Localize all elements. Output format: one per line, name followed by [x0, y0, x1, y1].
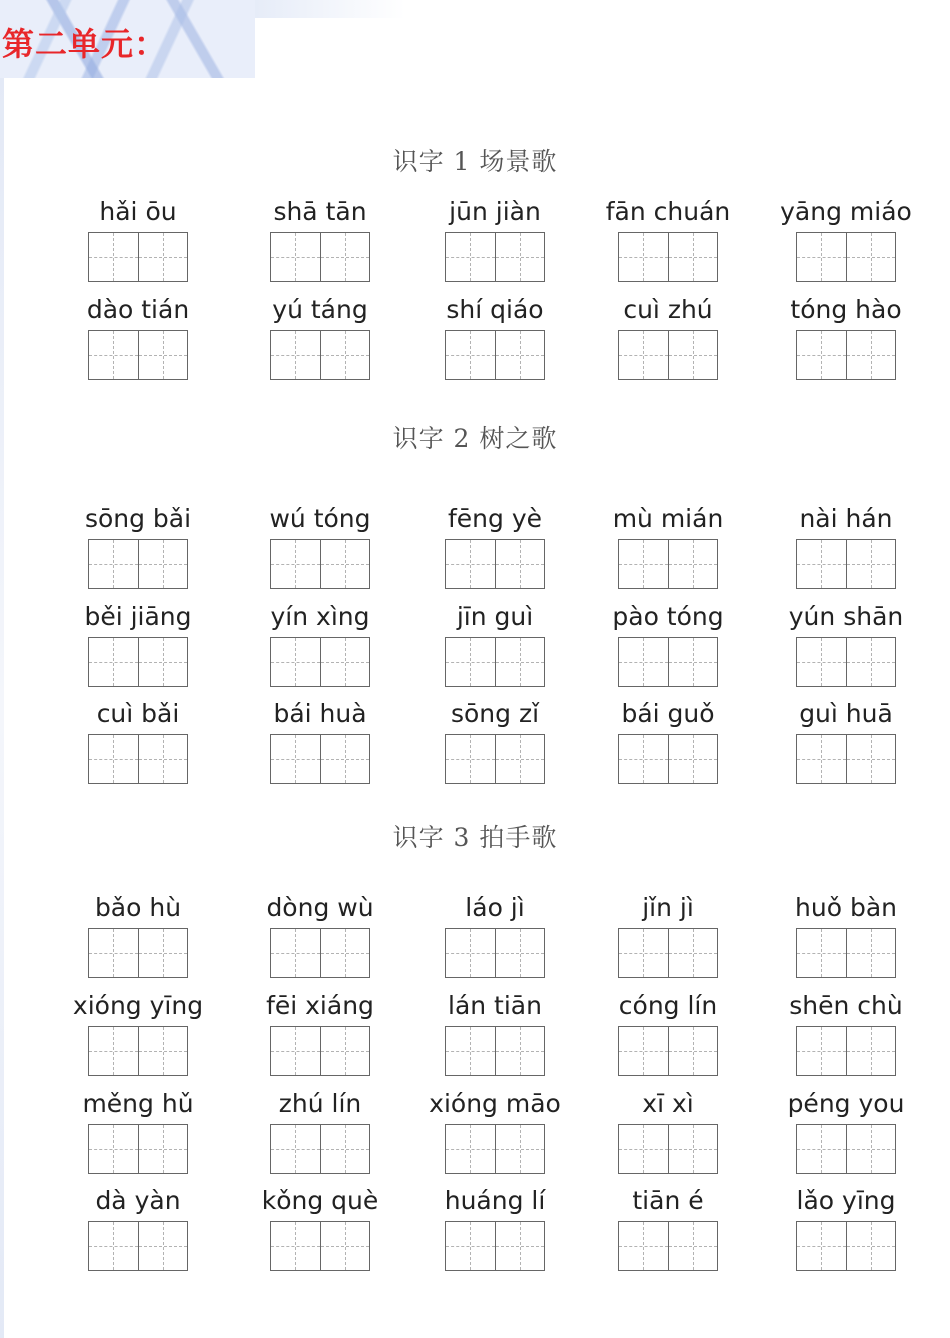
tianzige-writing-grid[interactable]	[88, 1221, 188, 1271]
tianzige-cell[interactable]	[797, 1222, 846, 1270]
tianzige-writing-grid[interactable]	[796, 1026, 896, 1076]
pinyin-label: nài hán	[799, 504, 893, 533]
tianzige-writing-grid[interactable]	[618, 1221, 718, 1271]
tianzige-cell[interactable]	[668, 735, 718, 783]
tianzige-cell[interactable]	[495, 331, 545, 379]
tianzige-cell[interactable]	[619, 1027, 668, 1075]
tianzige-cell[interactable]	[446, 638, 495, 686]
tianzige-writing-grid[interactable]	[445, 232, 545, 282]
tianzige-cell[interactable]	[89, 929, 138, 977]
word-item	[578, 893, 758, 978]
tianzige-writing-grid[interactable]	[88, 232, 188, 282]
tianzige-cell[interactable]	[138, 233, 188, 281]
tianzige-writing-grid[interactable]	[796, 734, 896, 784]
tianzige-cell[interactable]	[797, 331, 846, 379]
tianzige-cell[interactable]	[797, 1027, 846, 1075]
pinyin-label: fēi xiáng	[266, 991, 374, 1020]
pinyin-label: xióng yīng	[72, 991, 204, 1020]
pinyin-label: xī xì	[642, 1089, 694, 1118]
tianzige-cell[interactable]	[446, 331, 495, 379]
tianzige-writing-grid[interactable]	[270, 734, 370, 784]
tianzige-cell[interactable]	[668, 331, 718, 379]
tianzige-cell[interactable]	[846, 735, 896, 783]
tianzige-cell[interactable]	[271, 1222, 320, 1270]
word-item	[48, 504, 228, 589]
pinyin-label: sōng zǐ	[450, 699, 540, 728]
word-item	[48, 197, 228, 282]
pinyin-label: guì huā	[799, 699, 893, 728]
tianzige-cell[interactable]	[846, 638, 896, 686]
tianzige-cell[interactable]	[495, 638, 545, 686]
tianzige-writing-grid[interactable]	[796, 928, 896, 978]
tianzige-cell[interactable]	[89, 1222, 138, 1270]
tianzige-cell[interactable]	[846, 1027, 896, 1075]
tianzige-cell[interactable]	[446, 735, 495, 783]
tianzige-writing-grid[interactable]	[88, 330, 188, 380]
tianzige-cell[interactable]	[495, 735, 545, 783]
tianzige-cell[interactable]	[619, 929, 668, 977]
pinyin-label: shēn chù	[789, 991, 903, 1020]
tianzige-cell[interactable]	[320, 1125, 370, 1173]
pinyin-label: běi jiāng	[84, 602, 192, 631]
word-item	[578, 1089, 758, 1174]
pinyin-label: láo jì	[465, 893, 525, 922]
tianzige-writing-grid[interactable]	[618, 1124, 718, 1174]
tianzige-cell[interactable]	[495, 929, 545, 977]
tianzige-cell[interactable]	[668, 540, 718, 588]
tianzige-cell[interactable]	[138, 735, 188, 783]
word-item	[230, 893, 410, 978]
pinyin-label: dòng wù	[266, 893, 374, 922]
tianzige-writing-grid[interactable]	[618, 330, 718, 380]
tianzige-cell[interactable]	[446, 540, 495, 588]
tianzige-writing-grid[interactable]	[618, 539, 718, 589]
word-item	[230, 1089, 410, 1174]
pinyin-label: yāng miáo	[780, 197, 912, 226]
word-item	[230, 991, 410, 1076]
tianzige-cell[interactable]	[89, 1125, 138, 1173]
tianzige-cell[interactable]	[668, 1222, 718, 1270]
tianzige-cell[interactable]	[320, 735, 370, 783]
tianzige-cell[interactable]	[846, 929, 896, 977]
tianzige-cell[interactable]	[495, 1125, 545, 1173]
word-item	[48, 699, 228, 784]
word-item	[405, 699, 585, 784]
tianzige-writing-grid[interactable]	[445, 330, 545, 380]
tianzige-cell[interactable]	[271, 929, 320, 977]
tianzige-cell[interactable]	[320, 331, 370, 379]
tianzige-cell[interactable]	[668, 1027, 718, 1075]
tianzige-cell[interactable]	[668, 1125, 718, 1173]
word-item	[405, 893, 585, 978]
tianzige-cell[interactable]	[797, 929, 846, 977]
tianzige-cell[interactable]	[89, 1027, 138, 1075]
pinyin-label: jǐn jì	[642, 893, 694, 922]
tianzige-cell[interactable]	[619, 540, 668, 588]
tianzige-writing-grid[interactable]	[796, 232, 896, 282]
word-item	[230, 699, 410, 784]
tianzige-cell[interactable]	[446, 929, 495, 977]
pinyin-label: hǎi ōu	[99, 197, 177, 226]
pinyin-label: cuì zhú	[623, 295, 713, 324]
word-item	[756, 197, 936, 282]
pinyin-label: mù mián	[612, 504, 724, 533]
tianzige-cell[interactable]	[668, 929, 718, 977]
word-item	[405, 197, 585, 282]
word-item	[578, 602, 758, 687]
tianzige-writing-grid[interactable]	[445, 734, 545, 784]
tianzige-writing-grid[interactable]	[445, 1124, 545, 1174]
word-item	[578, 197, 758, 282]
tianzige-cell[interactable]	[89, 233, 138, 281]
word-item	[405, 295, 585, 380]
pinyin-label: tóng hào	[790, 295, 902, 324]
word-item	[48, 295, 228, 380]
tianzige-cell[interactable]	[89, 331, 138, 379]
pinyin-label: dà yàn	[95, 1186, 181, 1215]
pinyin-label: jīn guì	[456, 602, 534, 631]
pinyin-label: zhú lín	[278, 1089, 362, 1118]
pinyin-label: wú tóng	[269, 504, 371, 533]
tianzige-writing-grid[interactable]	[270, 330, 370, 380]
tianzige-writing-grid[interactable]	[618, 928, 718, 978]
word-item	[48, 1089, 228, 1174]
pinyin-label: cuì bǎi	[96, 699, 180, 728]
word-item	[405, 1089, 585, 1174]
tianzige-cell[interactable]	[138, 1027, 188, 1075]
tianzige-cell[interactable]	[138, 929, 188, 977]
tianzige-writing-grid[interactable]	[88, 1026, 188, 1076]
pinyin-label: cóng lín	[618, 991, 718, 1020]
tianzige-writing-grid[interactable]	[270, 637, 370, 687]
pinyin-label: tiān é	[632, 1186, 704, 1215]
tianzige-cell[interactable]	[138, 1222, 188, 1270]
word-item	[578, 504, 758, 589]
tianzige-cell[interactable]	[446, 1125, 495, 1173]
word-item	[756, 699, 936, 784]
pinyin-label: xióng māo	[429, 1089, 561, 1118]
tianzige-writing-grid[interactable]	[618, 637, 718, 687]
section-title: 识字 1 场景歌	[392, 147, 558, 176]
tianzige-writing-grid[interactable]	[618, 1026, 718, 1076]
word-item	[578, 699, 758, 784]
word-item	[48, 991, 228, 1076]
tianzige-cell[interactable]	[619, 233, 668, 281]
word-item	[756, 1186, 936, 1271]
pinyin-label: dào tián	[86, 295, 190, 324]
tianzige-cell[interactable]	[846, 1125, 896, 1173]
pinyin-label: huǒ bàn	[795, 893, 897, 922]
pinyin-label: shí qiáo	[446, 295, 544, 324]
tianzige-cell[interactable]	[619, 735, 668, 783]
word-item	[578, 1186, 758, 1271]
word-item	[756, 504, 936, 589]
tianzige-writing-grid[interactable]	[796, 539, 896, 589]
tianzige-cell[interactable]	[846, 233, 896, 281]
tianzige-writing-grid[interactable]	[796, 1124, 896, 1174]
tianzige-writing-grid[interactable]	[796, 330, 896, 380]
word-item	[230, 1186, 410, 1271]
tianzige-cell[interactable]	[846, 540, 896, 588]
pinyin-label: kǒng què	[261, 1186, 379, 1215]
tianzige-cell[interactable]	[846, 331, 896, 379]
pinyin-label: lǎo yīng	[796, 1186, 896, 1215]
tianzige-cell[interactable]	[495, 540, 545, 588]
section-title: 识字 3 拍手歌	[392, 823, 558, 852]
pinyin-label: fēng yè	[447, 504, 543, 533]
tianzige-cell[interactable]	[89, 735, 138, 783]
tianzige-cell[interactable]	[320, 233, 370, 281]
word-item	[756, 1089, 936, 1174]
tianzige-writing-grid[interactable]	[88, 637, 188, 687]
tianzige-cell[interactable]	[446, 1027, 495, 1075]
pinyin-label: pào tóng	[612, 602, 724, 631]
tianzige-writing-grid[interactable]	[88, 734, 188, 784]
tianzige-cell[interactable]	[271, 638, 320, 686]
pinyin-label: lán tiān	[448, 991, 542, 1020]
section-title: 识字 2 树之歌	[392, 424, 558, 453]
tianzige-cell[interactable]	[619, 638, 668, 686]
tianzige-writing-grid[interactable]	[445, 928, 545, 978]
tianzige-cell[interactable]	[619, 331, 668, 379]
word-item	[405, 1186, 585, 1271]
tianzige-writing-grid[interactable]	[796, 1221, 896, 1271]
unit-title: 第二单元：	[2, 25, 168, 63]
tianzige-cell[interactable]	[619, 1222, 668, 1270]
word-item	[756, 991, 936, 1076]
tianzige-cell[interactable]	[495, 233, 545, 281]
tianzige-cell[interactable]	[271, 1027, 320, 1075]
word-item	[405, 504, 585, 589]
tianzige-writing-grid[interactable]	[445, 539, 545, 589]
tianzige-writing-grid[interactable]	[270, 1026, 370, 1076]
pinyin-label: yín xìng	[270, 602, 370, 631]
pinyin-label: shā tān	[273, 197, 367, 226]
word-item	[230, 602, 410, 687]
pinyin-label: bái guǒ	[621, 699, 715, 728]
corner-decoration-top	[255, 0, 405, 18]
tianzige-cell[interactable]	[271, 1125, 320, 1173]
pinyin-label: yú táng	[272, 295, 368, 324]
tianzige-writing-grid[interactable]	[445, 1221, 545, 1271]
tianzige-cell[interactable]	[271, 233, 320, 281]
tianzige-cell[interactable]	[138, 1125, 188, 1173]
pinyin-label: yún shān	[788, 602, 904, 631]
word-item	[405, 991, 585, 1076]
word-item	[578, 991, 758, 1076]
word-item	[230, 295, 410, 380]
tianzige-cell[interactable]	[138, 331, 188, 379]
tianzige-writing-grid[interactable]	[796, 637, 896, 687]
word-item	[230, 197, 410, 282]
pinyin-label: bái huà	[273, 699, 367, 728]
pinyin-label: měng hǔ	[82, 1089, 194, 1118]
tianzige-cell[interactable]	[495, 1027, 545, 1075]
tianzige-writing-grid[interactable]	[445, 1026, 545, 1076]
tianzige-cell[interactable]	[320, 638, 370, 686]
pinyin-label: fān chuán	[605, 197, 731, 226]
tianzige-cell[interactable]	[797, 540, 846, 588]
tianzige-cell[interactable]	[846, 1222, 896, 1270]
pinyin-label: péng you	[787, 1089, 905, 1118]
word-item	[405, 602, 585, 687]
tianzige-writing-grid[interactable]	[88, 928, 188, 978]
tianzige-cell[interactable]	[271, 540, 320, 588]
left-edge-decoration	[0, 78, 4, 1338]
tianzige-writing-grid[interactable]	[445, 637, 545, 687]
tianzige-writing-grid[interactable]	[270, 1221, 370, 1271]
tianzige-cell[interactable]	[138, 540, 188, 588]
word-item	[756, 295, 936, 380]
pinyin-label: jūn jiàn	[449, 197, 541, 226]
tianzige-writing-grid[interactable]	[270, 539, 370, 589]
tianzige-cell[interactable]	[797, 638, 846, 686]
tianzige-cell[interactable]	[446, 1222, 495, 1270]
pinyin-label: huáng lí	[444, 1186, 546, 1215]
tianzige-writing-grid[interactable]	[270, 1124, 370, 1174]
tianzige-cell[interactable]	[89, 540, 138, 588]
tianzige-cell[interactable]	[271, 735, 320, 783]
word-item	[578, 295, 758, 380]
word-item	[756, 893, 936, 978]
tianzige-cell[interactable]	[797, 735, 846, 783]
tianzige-cell[interactable]	[797, 233, 846, 281]
word-item	[756, 602, 936, 687]
tianzige-cell[interactable]	[271, 331, 320, 379]
tianzige-cell[interactable]	[797, 1125, 846, 1173]
word-item	[230, 504, 410, 589]
pinyin-label: bǎo hù	[94, 893, 182, 922]
tianzige-cell[interactable]	[320, 540, 370, 588]
pinyin-label: sōng bǎi	[84, 504, 192, 533]
tianzige-writing-grid[interactable]	[618, 734, 718, 784]
tianzige-cell[interactable]	[495, 1222, 545, 1270]
tianzige-cell[interactable]	[320, 1222, 370, 1270]
tianzige-cell[interactable]	[320, 1027, 370, 1075]
tianzige-cell[interactable]	[89, 638, 138, 686]
tianzige-writing-grid[interactable]	[88, 1124, 188, 1174]
tianzige-cell[interactable]	[668, 233, 718, 281]
tianzige-writing-grid[interactable]	[270, 928, 370, 978]
word-item	[48, 893, 228, 978]
tianzige-cell[interactable]	[619, 1125, 668, 1173]
word-item	[48, 1186, 228, 1271]
tianzige-cell[interactable]	[138, 638, 188, 686]
tianzige-cell[interactable]	[320, 929, 370, 977]
word-item	[48, 602, 228, 687]
tianzige-writing-grid[interactable]	[88, 539, 188, 589]
tianzige-cell[interactable]	[668, 638, 718, 686]
tianzige-writing-grid[interactable]	[270, 232, 370, 282]
tianzige-cell[interactable]	[446, 233, 495, 281]
tianzige-writing-grid[interactable]	[618, 232, 718, 282]
